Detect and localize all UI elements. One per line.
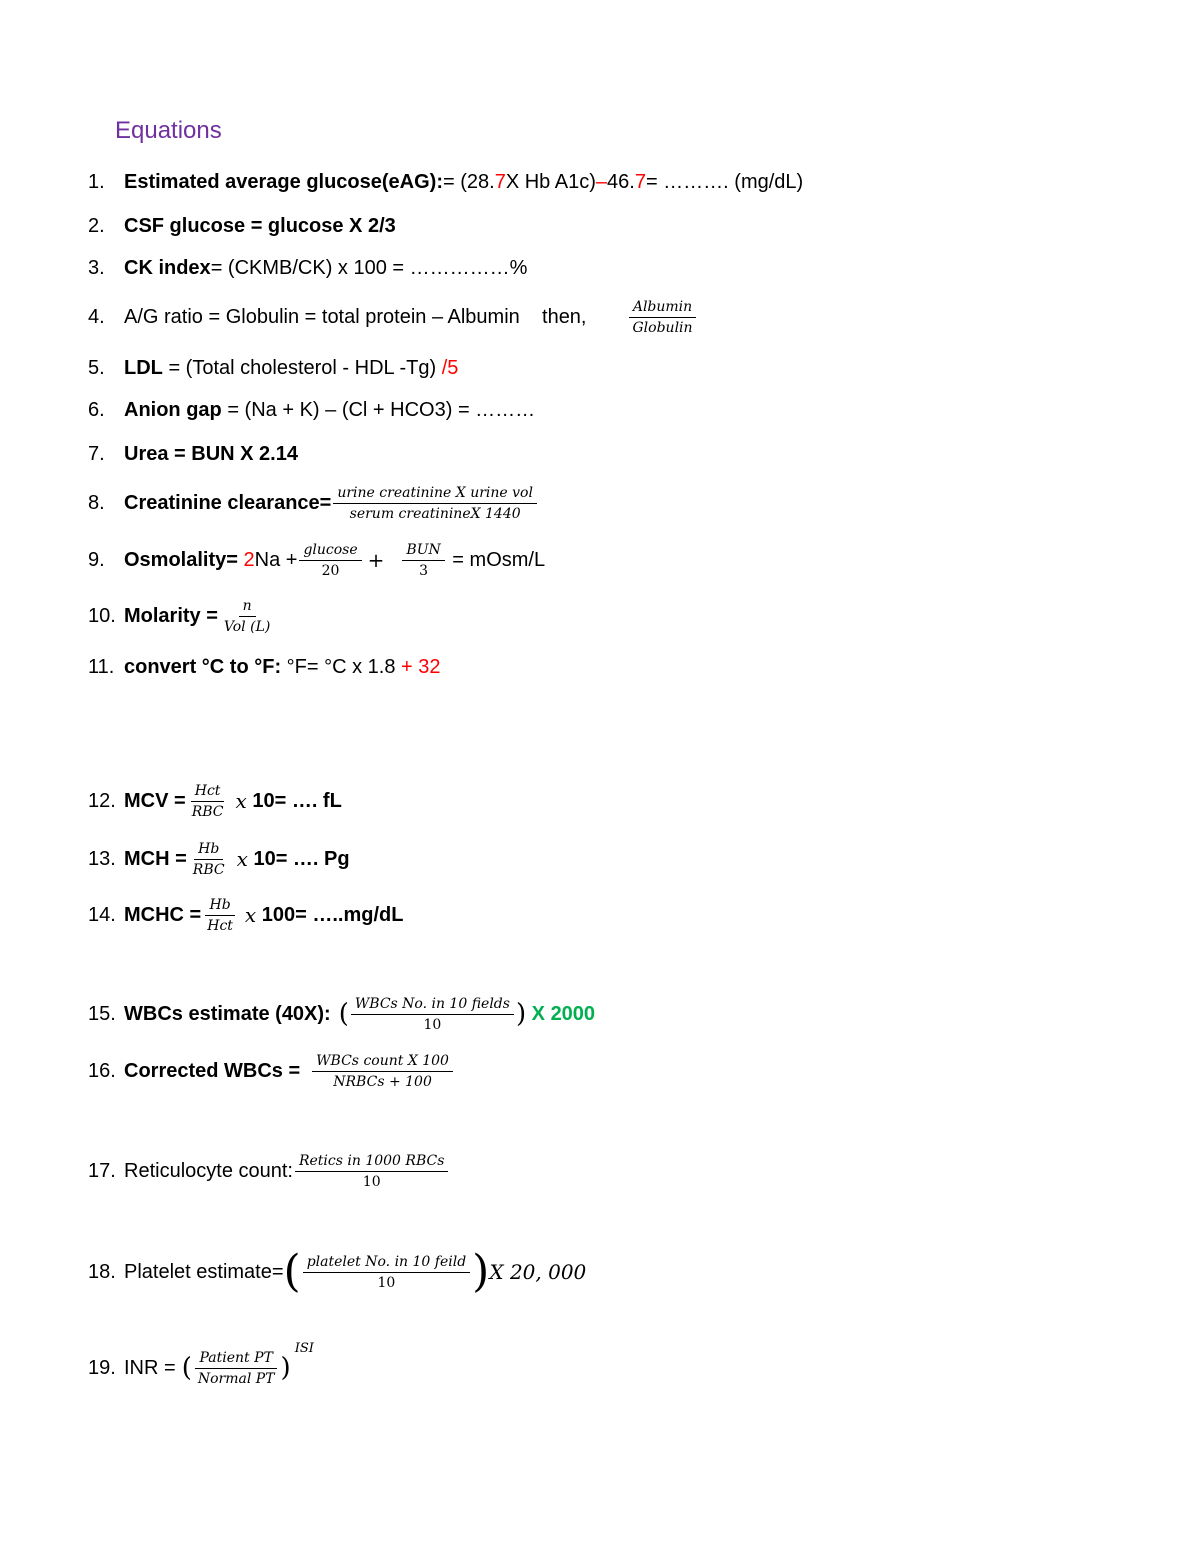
eq-number: 3. — [88, 256, 105, 279]
close-paren: ) — [515, 999, 527, 1029]
equation-16 — [88, 1043, 455, 1099]
eq-red-text: + 32 — [401, 655, 441, 678]
eq-number: 8. — [88, 491, 105, 514]
equation-4 — [88, 289, 699, 345]
denominator: 3 — [419, 562, 429, 579]
numerator: urine creatinine X urine vol — [333, 485, 537, 504]
numerator: Patient PT — [195, 1350, 276, 1369]
fraction — [194, 1350, 279, 1387]
eq-number: 16. — [88, 1059, 116, 1082]
eq-number: 10. — [88, 604, 116, 627]
eq-text: 10= …. fL — [246, 789, 342, 812]
numerator: Hb — [194, 841, 223, 860]
eq-label: INR = — [124, 1356, 176, 1379]
open-paren: ( — [283, 1246, 301, 1297]
fraction — [351, 996, 514, 1033]
denominator: 10 — [423, 1016, 442, 1033]
fraction — [333, 485, 537, 522]
open-paren: ( — [181, 1353, 192, 1383]
eq-text: = (Na + K) – (Cl + HCO3) = ……… — [221, 398, 536, 421]
eq-text: °F= °C x 1.8 — [281, 655, 402, 678]
eq-text: CSF glucose = glucose X 2/3 — [124, 214, 396, 237]
numerator: Retics in 1000 RBCs — [295, 1153, 448, 1172]
equation-7 — [88, 426, 298, 482]
eq-text: = (CKMB/CK) x 100 = ……………% — [210, 256, 528, 279]
page-title: Equations — [115, 117, 222, 144]
denominator: 20 — [321, 562, 340, 579]
eq-text: Urea = BUN X 2.14 — [124, 442, 298, 465]
equation-12 — [88, 773, 342, 829]
times-x: x — [235, 789, 247, 813]
eq-number: 11. — [88, 655, 115, 678]
eq-label: CK index — [124, 256, 211, 279]
eq-label: WBCs estimate (40X): — [124, 1002, 331, 1025]
eq-number: 15. — [88, 1002, 116, 1025]
fraction — [299, 542, 361, 579]
eq-text: X 20, 000 — [489, 1260, 587, 1284]
equation-14 — [88, 887, 403, 943]
superscript: ISI — [294, 1340, 314, 1356]
eq-label: convert °C to °F: — [124, 655, 282, 678]
equation-10 — [88, 588, 276, 644]
eq-label: Molarity = — [124, 604, 218, 627]
eq-text: 10= …. Pg — [247, 847, 350, 870]
equation-19 — [88, 1340, 314, 1396]
eq-red-text: 2 — [237, 548, 255, 571]
eq-label: MCHC = — [124, 903, 202, 926]
denominator: 10 — [377, 1274, 396, 1291]
eq-label: Corrected WBCs = — [124, 1059, 301, 1082]
eq-label: Reticulocyte count: — [124, 1159, 293, 1182]
eq-red-text: – — [595, 170, 607, 193]
equation-15 — [88, 986, 595, 1042]
numerator: WBCs count X 100 — [312, 1053, 453, 1072]
eq-label: Anion gap — [124, 398, 222, 421]
eq-text: = ………. (mg/dL) — [645, 170, 804, 193]
fraction — [402, 542, 444, 579]
eq-text: A/G ratio = Globulin = total protein – Albumin then, — [124, 305, 587, 328]
eq-text: Na + — [254, 548, 298, 571]
eq-red-text: 7 — [494, 170, 506, 193]
eq-text: X Hb A1c) — [505, 170, 596, 193]
times-x: x — [244, 903, 257, 927]
equation-9 — [88, 532, 545, 588]
denominator: Hct — [207, 917, 233, 934]
denominator: Vol (L) — [223, 618, 271, 635]
plus-sign: + — [367, 548, 385, 572]
eq-number: 6. — [88, 398, 105, 421]
eq-number: 18. — [88, 1260, 116, 1283]
eq-number: 2. — [88, 214, 105, 237]
denominator: Globulin — [632, 319, 693, 336]
equation-17 — [88, 1143, 450, 1199]
eq-number: 19. — [88, 1356, 116, 1379]
denominator: serum creatinineX 1440 — [349, 505, 521, 522]
fraction — [203, 897, 237, 934]
equation-11 — [88, 639, 441, 695]
denominator: NRBCs + 100 — [333, 1073, 432, 1090]
eq-label: LDL — [124, 356, 163, 379]
eq-label: Osmolality= — [124, 548, 238, 571]
eq-label: MCH = — [124, 847, 187, 870]
eq-text: = mOsm/L — [446, 548, 546, 571]
eq-text: 46. — [607, 170, 635, 193]
numerator: glucose — [299, 542, 361, 561]
denominator: RBC — [191, 803, 224, 820]
eq-number: 7. — [88, 442, 105, 465]
times-x: x — [236, 847, 248, 871]
eq-number: 9. — [88, 548, 105, 571]
eq-number: 14. — [88, 903, 116, 926]
eq-label: MCV = — [124, 789, 186, 812]
fraction — [188, 783, 228, 820]
numerator: Hb — [205, 897, 234, 916]
numerator: BUN — [402, 542, 444, 561]
eq-number: 5. — [88, 356, 105, 379]
fraction — [303, 1254, 470, 1291]
equation-13 — [88, 831, 350, 887]
eq-number: 17. — [88, 1159, 116, 1182]
numerator: platelet No. in 10 feild — [303, 1254, 470, 1273]
fraction — [220, 598, 274, 635]
close-paren: ) — [280, 1353, 291, 1383]
equation-18 — [88, 1244, 586, 1300]
eq-number: 1. — [88, 170, 105, 193]
eq-red-text: 7 — [634, 170, 646, 193]
fraction — [629, 299, 697, 336]
denominator: 10 — [362, 1173, 381, 1190]
eq-number: 13. — [88, 847, 116, 870]
denominator: RBC — [192, 861, 225, 878]
eq-label: Platelet estimate= — [124, 1260, 284, 1283]
numerator: Hct — [191, 783, 225, 802]
eq-text: = (Total cholesterol - HDL -Tg) — [162, 356, 442, 379]
open-paren: ( — [338, 999, 349, 1029]
equation-8 — [88, 475, 539, 531]
eq-number: 12. — [88, 789, 116, 812]
equation-3 — [88, 240, 527, 296]
eq-green-text: X 2000 — [526, 1002, 596, 1025]
numerator: n — [239, 598, 256, 617]
numerator: WBCs No. in 10 fields — [351, 996, 514, 1015]
eq-number: 4. — [88, 305, 105, 328]
close-paren: ) — [472, 1246, 490, 1297]
eq-red-text: /5 — [441, 356, 459, 379]
denominator: Normal PT — [197, 1370, 275, 1387]
eq-text: 100= …..mg/dL — [256, 903, 404, 926]
eq-text: = (28. — [443, 170, 495, 193]
numerator: Albumin — [629, 299, 696, 318]
eq-label: Creatinine clearance= — [124, 491, 332, 514]
fraction — [189, 841, 229, 878]
eq-label: Estimated average glucose(eAG): — [124, 170, 443, 193]
fraction — [312, 1053, 453, 1090]
fraction — [295, 1153, 448, 1190]
